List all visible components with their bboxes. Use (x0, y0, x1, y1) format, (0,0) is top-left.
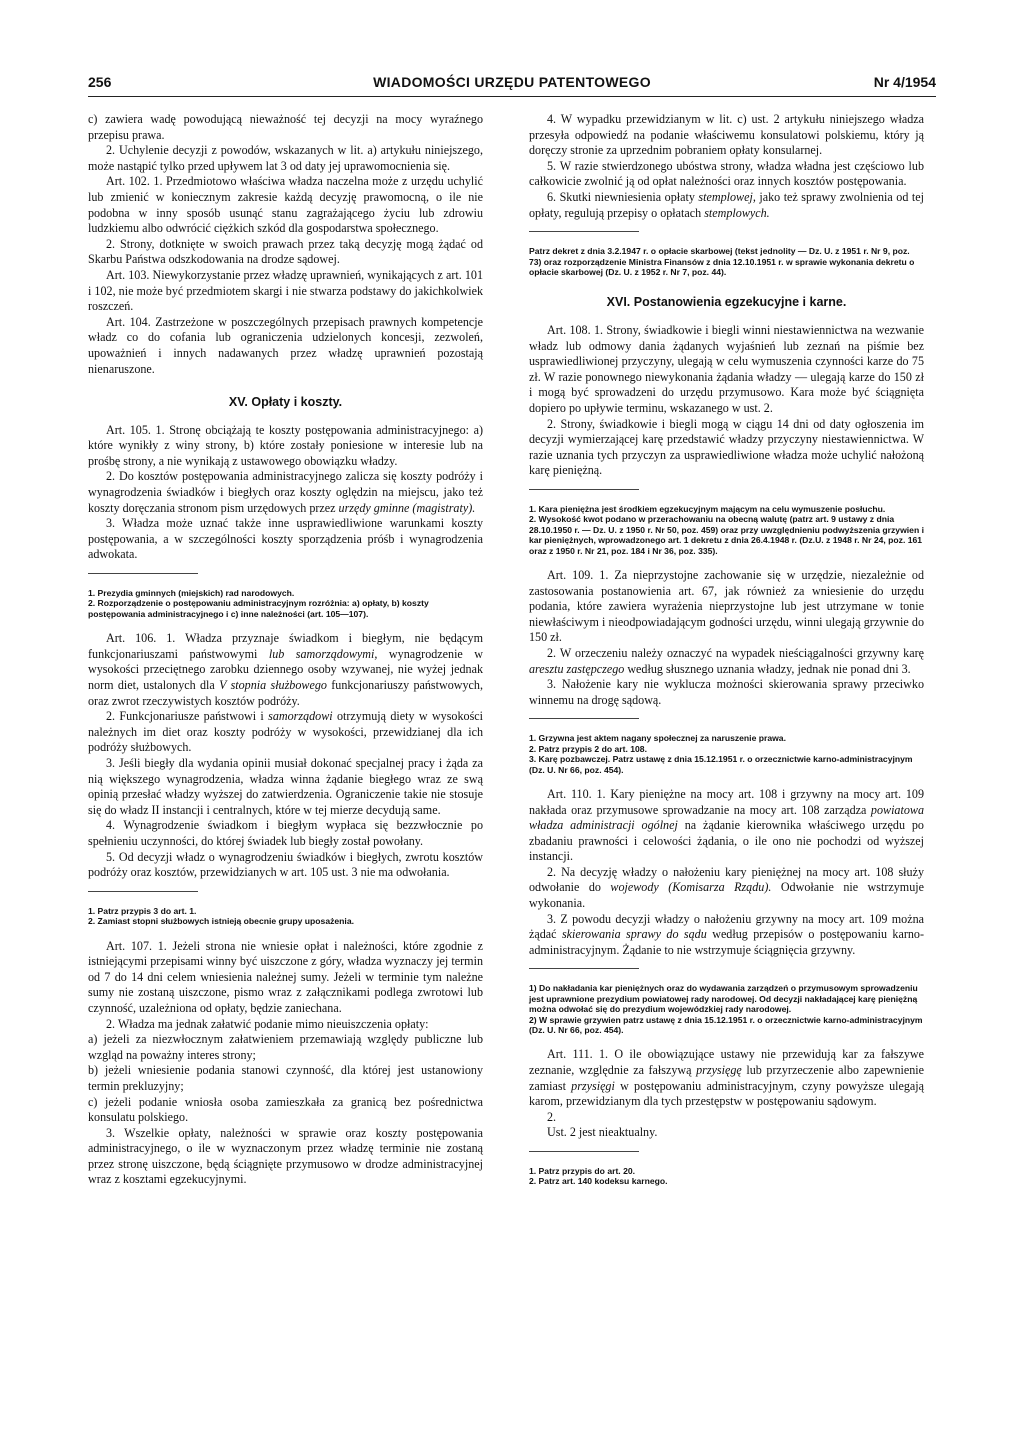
paragraph: 2. Do kosztów postępowania administracyjnego zalicza się koszty podróży i wynagrodzenia świadków i biegłych oraz koszty oględzin na miejscu, jako też koszty doręczania stronom pism urzędowych przez urzędy gminne (magistraty). (88, 469, 483, 515)
footnote-rule (88, 573, 198, 574)
footnote: 1. Grzywna jest aktem nagany społecznej za naruszenie prawa. (529, 733, 786, 744)
footnotes (529, 504, 924, 556)
list-item: a) jeżeli za niezwłocznym załatwieniem przemawiają względy publiczne lub wzgląd na poważny interes strony; (88, 1032, 483, 1062)
footnote: 2. Patrz przypis 2 do art. 108. (529, 743, 647, 754)
article-105: Art. 105. 1. Stronę obciążają te koszty postępowania administracyjnego: a) które wynikły z winy strony, b) które zostały poniesione w interesie lub na prośbę strony, a nie wynikają z ustawowego obowiązku władzy. (88, 422, 483, 468)
footnote: 1. Prezydia gminnych (miejskich) rad narodowych. (88, 588, 295, 599)
footnotes (529, 246, 924, 277)
right-column (529, 112, 924, 1199)
paragraph: 2. Na decyzję władzy o nałożeniu kary pieniężnej na mocy art. 108 służy odwołanie do wojewody (Komisarza Rządu). Odwołanie nie wstrzymuje wykonania. (529, 864, 924, 911)
paragraph: 4. W wypadku przewidzianym w lit. c) ust. 2 artykułu niniejszego władza przesyła odpowiedź na podanie właściwemu konsulatowi polskiemu, który ją doręczy stronie za uprzednim pobraniem opłaty konsularnej. (529, 112, 924, 158)
running-title: WIADOMOŚCI URZĘDU PATENTOWEGO (373, 74, 651, 90)
footnote-rule (529, 489, 639, 490)
paragraph: 2. Funkcjonariusze państwowi i samorządowi otrzymują diety w wysokości należnych im diet oraz koszty podróży w wysokości, przewidzianej dla ich podróży służbowych. (88, 709, 483, 755)
footnotes (529, 733, 924, 775)
left-column (88, 112, 483, 1188)
paragraph: 2. Uchylenie decyzji z powodów, wskazanych w lit. a) artykułu niniejszego, może nastąpić tylko przed upływem lat 3 od daty jej uprawomocnienia się. (88, 143, 483, 173)
list-item: c) jeżeli podanie wniosła osoba zamieszkała za granicą bez pośrednictwa konsulatu polskiego. (88, 1094, 483, 1125)
article-106: Art. 106. 1. Władza przyznaje świadkom i biegłym, nie będącym funkcjonariuszami państwowymi lub samorządowymi, wynagrodzenie w wysokości przeciętnego zarobku dziennego osoby wzywanej, nie wyżej jednak norm diet, ustalonych dla V stopnia służbowego funkcjonariuszy państwowych, oraz zwrot rzeczywistych kosztów podróży. (88, 631, 484, 708)
paragraph: 2. Strony, dotknięte w swoich prawach przez taką decyzję mogą żądać od Skarbu Państwa odszkodowania na drodze sądowej. (88, 236, 483, 267)
footnote: 1. Patrz przypis do art. 20. (529, 1166, 636, 1177)
page-number: 256 (88, 74, 112, 90)
article-103: Art. 103. Niewykorzystanie przez władzę uprawnień, wynikających z art. 101 i 102, nie może być przedmiotem skargi i nie stwarza podstawy do jakichkolwiek roszczeń. (88, 267, 483, 314)
article-109: Art. 109. 1. Za nieprzystojne zachowanie się w urzędzie, niezależnie od zastosowania postanowienia art. 67, jak również za wniesienie do urzędu podania, które zawiera wyrażenia nieprzystojne lub jest utrzymane w tonie niewłaściwym i nieodpowiadającym godności urzędu, winni ulegają grzywnie do 150 zł. (529, 567, 924, 645)
footnotes (529, 1166, 924, 1187)
footnote: Patrz dekret z dnia 3.2.1947 r. o opłacie skarbowej (tekst jednolity — Dz. U. z 1951 r. Nr 9, poz. 73) oraz rozporządzenie Ministra Finansów z dnia 12.10.1951 r. w sprawie wykonania dekretu o opłacie skarbowej (Dz. U. z 1952 r. Nr 7, poz. 44). (529, 246, 915, 277)
page-header (88, 74, 936, 96)
header-rule (88, 96, 936, 97)
footnotes (88, 906, 483, 927)
paragraph: 3. Wszelkie opłaty, należności w sprawie oraz koszty postępowania administracyjnego, o ile w wyznaczonym przez władzę terminie nie zostaną przez stronę uiszczone, będą ściągnięte przymusowo w drodze administracyjnej wraz z kosztami egzekucyjnymi. (88, 1125, 483, 1187)
footnote: 1. Kara pieniężna jest środkiem egzekucyjnym mającym na celu wymuszenie posłuchu. (529, 503, 886, 514)
paragraph: 5. Od decyzji władz o wynagrodzeniu świadków i biegłych, zwrotu kosztów podróży oraz kosztów, przewidzianych w art. 105 ust. 3 nie ma odwołania. (88, 849, 483, 880)
paragraph: 5. W razie stwierdzonego ubóstwa strony, władza władna jest częściowo lub całkowicie zwolnić ją od opłat należności oraz innych kosztów postępowania. (529, 158, 924, 189)
article-110: Art. 110. 1. Kary pieniężne na mocy art. 108 i grzywny na mocy art. 109 nakłada oraz przymusowe sprowadzanie na mocy art. 108 zarządza powiatowa władza administracji ogólnej na żądanie kierownika właściwego urzędu po zbadaniu prawności i celowości żądania, o ile ono nie pochodzi od wyższej instancji. (529, 786, 924, 864)
article-111: Art. 111. 1. O ile obowiązujące ustawy nie przewidują kar za fałszywe zeznanie, względnie za fałszywą przysięgę lub przyrzeczenie albo zapewnienie zamiast przysięgi w postępowaniu administracyjnym, czyny powyższe ulegają karom, przewidzianym dla tych przestępstw w postępowaniu sądowym. (529, 1047, 925, 1109)
footnote: 2. Zamiast stopni służbowych istnieją obecnie grupy uposażenia. (88, 916, 354, 927)
paragraph: Ust. 2 jest nieaktualny. (547, 1125, 658, 1140)
section-heading-xvi: XVI. Postanowienia egzekucyjne i karne. (606, 295, 847, 310)
footnote: 2. Rozporządzenie o postępowaniu administracyjnym rozróżnia: a) opłaty, b) koszty postępowania administracyjnego i c) inne należności (art. 105—107). (88, 598, 429, 619)
footnote-rule (529, 718, 639, 719)
article-108: Art. 108. 1. Strony, świadkowie i biegli winni niestawiennictwa na wezwanie władz lub odmowy dania żądanych wyjaśnień lub zeznań na piśmie bez usprawiedliwionej przyczyny, ulegają w celu wymuszenia czynności karze do 75 zł. W razie ponownego niewykonania żądania władzy — ulegają karze do 150 zł i mogą być sprowadzeni do urzędu przymusowo. Kara może być ściągnięta dopiero po upływie terminu, wskazanego w ust. 2. (529, 322, 924, 415)
issue-number: Nr 4/1954 (873, 74, 936, 90)
article-102: Art. 102. 1. Przedmiotowo właściwa władza naczelna może z urzędu uchylić lub zmienić w koniecznym zakresie każdą decyzję prawomocną, o ile nie podobna w inny sposób usunąć stanu zagrażającego życiu lub zdrowiu ludzkiemu albo odwrócić ciężkich szkód dla gospodarstwa społecznego. (88, 174, 483, 236)
paragraph: c) zawiera wadę powodującą nieważność tej decyzji na mocy wyraźnego przepisu prawa. (88, 112, 483, 142)
footnote: 1. Patrz przypis 3 do art. 1. (88, 905, 197, 916)
footnote-rule (529, 231, 639, 232)
footnotes (529, 983, 924, 1035)
list-item: b) jeżeli wniesienie podania stanowi czynność, dla której jest ustanowiony termin prekluzyjny; (88, 1063, 483, 1093)
footnotes (88, 588, 483, 619)
paragraph: 3. Nałożenie kary nie wyklucza możności skierowania sprawy przeciwko winnemu na drogę sądową. (529, 677, 924, 707)
footnote: 2. Patrz art. 140 kodeksu karnego. (529, 1176, 668, 1187)
paragraph: 3. Jeśli biegły dla wydania opinii musiał dokonać specjalnej pracy i żąda za nią większego wynagrodzenia, władza winna żądanie biegłego wraz ze swą opinią przesłać władzy wyższej do zatwierdzenia. Ograniczenie takie nie stosuje się do władz II instancji i centralnych, które w tej mierze decydują same. (88, 756, 483, 817)
footnote-rule (529, 968, 639, 969)
paragraph: 2. W orzeczeniu należy oznaczyć na wypadek nieściągalności grzywny karę aresztu zastępczego według słusznego uznania władzy, jednak nie ponad dni 3. (529, 645, 924, 676)
paragraph: 6. Skutki niewniesienia opłaty stemplowej, jako też sprawy zwolnienia od tej opłaty, regulują przepisy o opłatach stemplowych. (529, 189, 924, 220)
article-104: Art. 104. Zastrzeżone w poszczególnych przepisach prawnych kompetencje władz co do cofania lub ograniczenia udzielonych koncesji, zezwoleń, upoważnień i innych nadawanych przez władzę uprawnień pozostają nienaruszone. (88, 314, 483, 376)
paragraph: 2. Strony, świadkowie i biegli mogą w ciągu 14 dni od daty ogłoszenia im decyzji wymierzającej karę przedstawić władzy przyczyny niestawiennictwa. W razie uznania tych przyczyn za usprawiedliwione władza może uchylić nałożoną karę pieniężną. (529, 416, 924, 478)
paragraph: 3. Władza może uznać także inne usprawiedliwione warunkami koszty postępowania, a w szczególności koszty sporządzenia próśb i wynagrodzenia adwokata. (88, 516, 483, 562)
footnote: 1) Do nakładania kar pieniężnych oraz do wydawania zarządzeń o przymusowym sprowadzeniu jest uprawnione prezydium powiatowej rady narodowej. Od decyzji nakładającej karę pieniężną można odwołać się do prezydium wojewódzkiej rady narodowej. (529, 983, 918, 1015)
footnote: 3. Karę pozbawczej. Patrz ustawę z dnia 15.12.1951 r. o orzecznictwie karno-administracyjnym (Dz. U. Nr 66, poz. 454). (529, 754, 913, 775)
paragraph: 3. Z powodu decyzji władzy o nałożeniu grzywny na mocy art. 109 można żądać skierowania sprawy do sądu według przepisów o postępowaniu karno-administracyjnym. Żądanie to nie wstrzymuje ściągnięcia grzywny. (529, 911, 924, 957)
footnote-rule (529, 1151, 639, 1152)
footnote: 2. Wysokość kwot podano w przerachowaniu na obecną walutę (patrz art. 9 ustawy z dnia 28.10.1950 r. — Dz. U. z 1950 r. Nr 50, poz. 459) oraz przy uwzględnieniu podwyższenia grzywien i kar pieniężnych, wprowadzonego art. 1 dekretu z dnia 26.4.1948 r. (Dz.U. z 1948 r. Nr 24, poz. 161 oraz z 1950 r. Nr 21, poz. 184 i Nr 36, poz. 335). (529, 514, 924, 556)
paragraph: 2. (547, 1109, 557, 1124)
paragraph: 4. Wynagrodzenie świadkom i biegłym wypłaca się bezzwłocznie po spełnieniu uczynności, do której świadek lub biegły został powołany. (88, 818, 483, 848)
section-heading-xv: XV. Opłaty i koszty. (228, 395, 343, 410)
footnote: 2) W sprawie grzywien patrz ustawę z dnia 15.12.1951 r. o orzecznictwie karno-administracyjnym (Dz. U. Nr 66, poz. 454). (529, 1014, 923, 1036)
article-107: Art. 107. 1. Jeżeli strona nie wniesie opłat i należności, które zgodnie z istniejącymi przepisami winny być uiszczone z góry, władza wyznaczy jej termin od 7 do 14 dni celem wniesienia należnej sumy. Jeżeli w terminie tym należne sumy nie zostaną uiszczone, pismo wraz z załącznikami podlega zwrotowi lub czynność, uzależniona od opłaty, będzie zaniechana. (88, 938, 483, 1015)
footnote-rule (88, 891, 198, 892)
paragraph: 2. Władza ma jednak załatwić podanie mimo nieuiszczenia opłaty: (106, 1016, 429, 1031)
